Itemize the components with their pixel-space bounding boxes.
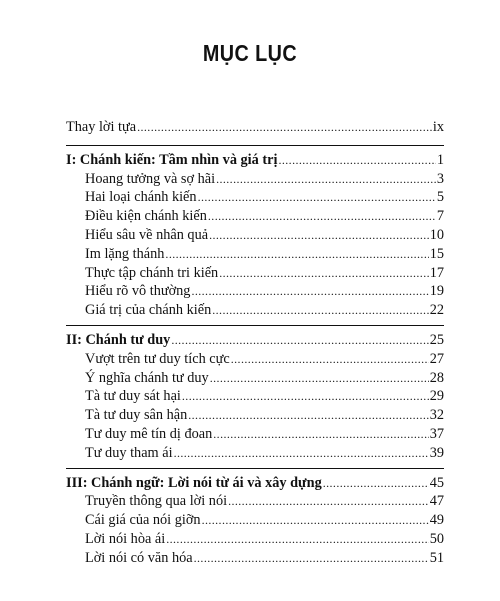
toc-entry <box>66 444 444 463</box>
toc-entry-label: Thực tập chánh tri kiến <box>85 264 219 281</box>
page-title: MỤC LỤC <box>202 40 298 66</box>
dot-leader <box>188 406 428 425</box>
toc-entry-label: II: Chánh tư duy <box>66 331 171 348</box>
dot-leader <box>171 331 428 350</box>
toc-entry-page: 37 <box>429 425 444 442</box>
dot-leader <box>228 492 429 511</box>
toc-entry-label: Hiểu rõ vô thường <box>85 283 191 300</box>
dot-leader <box>213 425 428 444</box>
toc-entry-page: 7 <box>436 208 444 225</box>
toc-entry-label: Tà tư duy sân hận <box>85 407 188 424</box>
dot-leader <box>219 264 429 283</box>
toc-entry <box>66 406 444 425</box>
toc-entry-label: Im lặng thánh <box>85 245 165 262</box>
dot-leader <box>202 511 429 530</box>
toc-entry-label: Cái giá của nói giỡn <box>85 512 201 529</box>
toc-entry-page: 17 <box>429 264 444 281</box>
toc-entry-page: 19 <box>429 283 444 300</box>
dot-leader <box>212 301 428 320</box>
toc-sections <box>66 145 444 568</box>
toc-entry-label: Ý nghĩa chánh tư duy <box>85 369 209 386</box>
toc-entry-label: Tà tư duy sát hại <box>85 388 181 405</box>
toc-entry <box>66 511 444 530</box>
dot-leader <box>174 444 429 463</box>
toc-entry <box>66 492 444 511</box>
dot-leader <box>198 188 436 207</box>
toc-entry-page: 28 <box>429 369 444 386</box>
toc-entry-label: I: Chánh kiến: Tầm nhìn và giá trị <box>66 151 278 168</box>
toc-entry-label: Thay lời tựa <box>66 119 137 135</box>
toc-entry-label: Hoang tưởng và sợ hãi <box>85 170 216 187</box>
section-divider <box>66 468 444 469</box>
toc-entry-page: 47 <box>429 493 444 510</box>
toc-entry <box>66 207 444 226</box>
toc-entry-page: 32 <box>429 407 444 424</box>
dot-leader <box>191 282 428 301</box>
toc-entry-page: 10 <box>429 226 444 243</box>
toc-entry-page: 15 <box>429 245 444 262</box>
toc-section-heading <box>66 151 444 170</box>
dot-leader <box>208 207 436 226</box>
toc-entry <box>66 264 444 283</box>
toc-entry-page: 25 <box>429 331 444 348</box>
dot-leader <box>323 474 429 493</box>
toc-entry-label: Hai loại chánh kiến <box>85 189 197 206</box>
toc-entry-page: 22 <box>429 302 444 319</box>
dot-leader <box>209 226 429 245</box>
section-divider <box>66 325 444 326</box>
toc-entry <box>66 387 444 406</box>
toc-entry <box>66 530 444 549</box>
dot-leader <box>210 369 429 388</box>
table-of-contents <box>66 118 444 568</box>
dot-leader <box>231 350 429 369</box>
dot-leader <box>166 530 428 549</box>
toc-entry-page: 29 <box>429 388 444 405</box>
toc-entry-label: Lời nói hòa ái <box>85 530 166 547</box>
toc-entry <box>66 245 444 264</box>
section-divider <box>66 145 444 146</box>
toc-entry <box>66 282 444 301</box>
toc-entry <box>66 350 444 369</box>
toc-entry <box>66 549 444 568</box>
toc-entry-page: 1 <box>436 151 444 168</box>
toc-entry <box>66 369 444 388</box>
toc-entry-page: 3 <box>436 170 444 187</box>
toc-entry <box>66 301 444 320</box>
toc-entry <box>66 170 444 189</box>
toc-entry-page: 27 <box>429 350 444 367</box>
toc-entry-page: 45 <box>429 474 444 491</box>
toc-entry-label: Điều kiện chánh kiến <box>85 208 207 225</box>
toc-entry <box>66 226 444 245</box>
toc-entry-page: 39 <box>429 444 444 461</box>
toc-entry-page: 51 <box>429 549 444 566</box>
toc-entry-label: Truyền thông qua lời nói <box>85 493 228 510</box>
toc-entry-page: ix <box>432 119 444 135</box>
toc-entry-page: 49 <box>429 512 444 529</box>
toc-section-heading <box>66 331 444 350</box>
dot-leader <box>182 387 429 406</box>
toc-entry-label: Tư duy mê tín dị đoan <box>85 425 213 442</box>
toc-entry-label: III: Chánh ngữ: Lời nói từ ái và xây dựng <box>66 474 322 491</box>
toc-entry <box>66 188 444 207</box>
toc-entry-page: 5 <box>436 189 444 206</box>
toc-entry-page: 50 <box>429 530 444 547</box>
dot-leader <box>216 170 436 189</box>
dot-leader <box>137 118 432 137</box>
toc-entry-label: Giá trị của chánh kiến <box>85 302 212 319</box>
toc-entry-label: Vượt trên tư duy tích cực <box>85 350 230 367</box>
dot-leader <box>278 151 435 170</box>
dot-leader <box>165 245 428 264</box>
toc-entry-label: Hiểu sâu về nhân quả <box>85 226 209 243</box>
toc-entry-label: Lời nói có văn hóa <box>85 549 193 566</box>
toc-entry <box>66 425 444 444</box>
toc-section-heading <box>66 474 444 493</box>
toc-preface-entry <box>66 118 444 137</box>
dot-leader <box>194 549 429 568</box>
toc-entry-label: Tư duy tham ái <box>85 444 173 461</box>
